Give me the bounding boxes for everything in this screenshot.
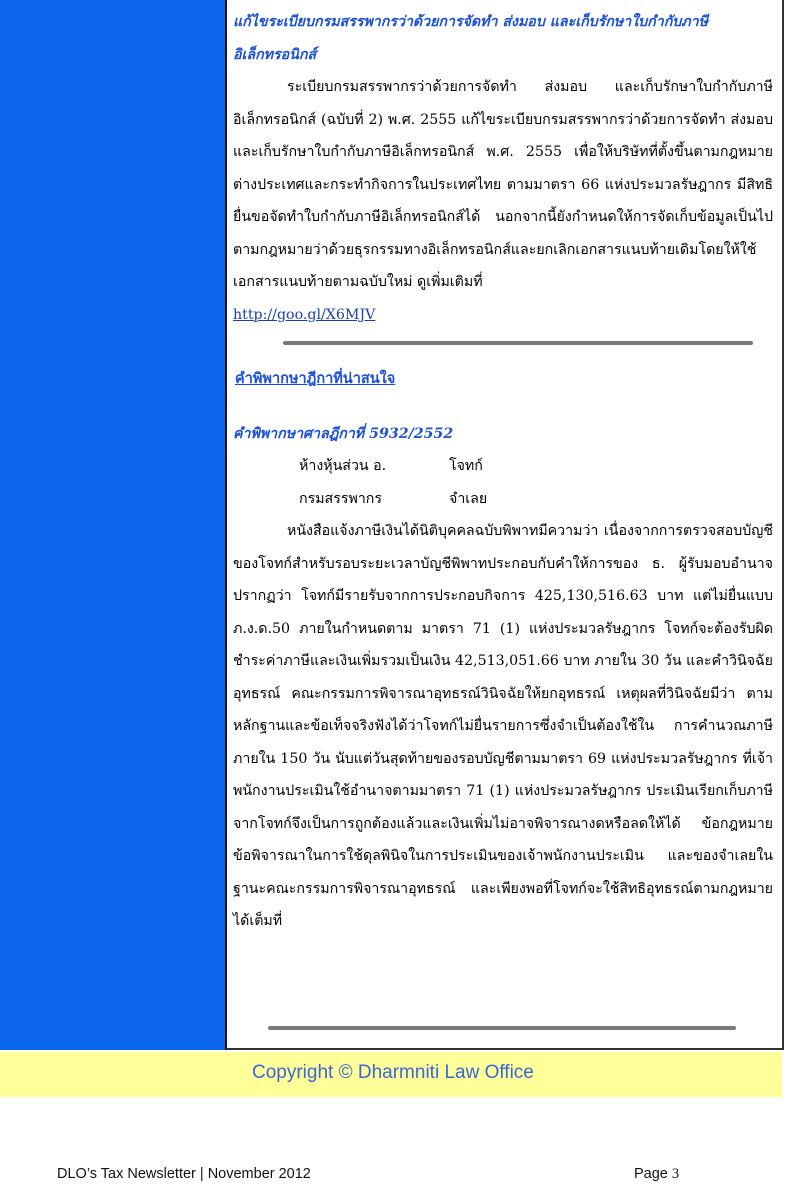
- party-row-plaintiff: [233, 450, 773, 483]
- footer-page: [634, 1166, 679, 1183]
- article-body: [233, 71, 773, 331]
- party-name: ห้างหุ้นส่วน อ.: [299, 458, 387, 474]
- page-label: Page: [634, 1166, 668, 1182]
- footer-newsletter-title: DLO’s Tax Newsletter | November 2012: [57, 1166, 311, 1182]
- party-role: จำเลย: [449, 490, 488, 507]
- section-title: คำพิพากษาฎีกาที่น่าสนใจ: [235, 370, 396, 387]
- article-body-text: ระเบียบกรมสรรพากรว่าด้วยการจัดทำ ส่งมอบ และเก็บรักษาใบกำกับภาษีอิเล็กทรอนิกส์ (ฉบับที่ 2) พ.ศ. 2555 แก้ไขระเบียบกรมสรรพากรว่าด้วยการจัดทำ ส่งมอบ และเก็บรักษาใบกำกับภาษีอิเล็กทรอนิกส์ พ.ศ. 2555 เพื่อให้บริษัทที่ตั้งขึ้นตามกฎหมายต่างประเทศและกระทำกิจการในประเทศไทย ตามมาตรา 66 แห่งประมวลรัษฎากร มีสิทธิยื่นขอจัดทำใบกำกับภาษีอิเล็กทรอนิกส์ได้ นอกจากนี้ยังกำหนดให้การจัดเก็บข้อมูลเป็นไปตามกฎหมายว่าด้วยธุรกรรมทางอิเล็กทรอนิกส์และยกเลิกเอกสารแนบท้ายเดิมโดยให้ใช้เอกสารแนบท้ายตามฉบับใหม่ ดูเพิ่มเติมที่: [233, 79, 773, 290]
- section-divider: [283, 341, 753, 345]
- copyright-text: Copyright © Dharmniti Law Office: [252, 1062, 534, 1083]
- article-heading: แก้ไขระเบียบกรมสรรพากรว่าด้วยการจัดทำ ส่งมอบ และเก็บรักษาใบกำกับภาษีอิเล็กทรอนิกส์: [233, 14, 708, 63]
- article-link[interactable]: http://goo.gl/X6MJV: [233, 306, 376, 323]
- page-number: 3: [671, 1166, 680, 1182]
- bottom-divider: [268, 1026, 736, 1030]
- case-body: หนังสือแจ้งภาษีเงินได้นิติบุคคลฉบับพิพาทมีความว่า เนื่องจากการตรวจสอบบัญชีของโจทก์สำหรับรอบระยะเวลาบัญชีพิพาทประกอบกับคำให้การของ ธ. ผู้รับมอบอำนาจปรากฏว่า โจทก์มีรายรับจากการประกอบกิจการ 425,130,516.63 บาท แต่ไม่ยื่นแบบ ภ.ง.ด.50 ภายในกำหนดตาม มาตรา 71 (1) แห่งประมวลรัษฎากร โจทก์จะต้องรับผิดชำระค่าภาษีและเงินเพิ่มรวมเป็นเงิน 42,513,051.66 บาท ภายใน 30 วัน และคำวินิจฉัยอุทธรณ์ คณะกรรมการพิจารณาอุทธรณ์วินิจฉัยให้ยกอุทธรณ์ เหตุผลที่วินิจฉัยมีว่า ตามหลักฐานและข้อเท็จจริงฟังได้ว่าโจทก์ไม่ยื่นรายการซึ่งจำเป็นต้องใช้ใน การคำนวณภาษีภายใน 150 วัน นับแต่วันสุดท้ายของรอบบัญชีตามมาตรา 69 แห่งประมวลรัษฎากร ที่เจ้าพนักงานประเมินใช้อำนาจตามมาตรา 71 (1) แห่งประมวลรัษฎากร ประเมินเรียกเก็บภาษีจากโจทก์จึงเป็นการถูกต้องแล้วและเงินเพิ่มไม่อาจพิจารณางดหรือลดให้ได้ ข้อกฎหมายข้อพิจารณาในการใช้ดุลพินิจในการประเมินของเจ้าพนักงานประเมิน และของจำเลยในฐานะคณะกรรมการพิจารณาอุทธรณ์ และเพียงพอที่โจทก์จะใช้สิทธิอุทธรณ์ตามกฎหมายได้เต็มที่: [233, 523, 773, 929]
- newsletter-content: [233, 0, 773, 938]
- party-role: โจทก์: [449, 458, 483, 474]
- party-name: กรมสรรพากร: [299, 490, 382, 507]
- case-title: คำพิพากษาศาลฎีกาที่ 5932/2552: [233, 425, 454, 442]
- party-row-defendant: [233, 483, 773, 516]
- left-sidebar-band: [0, 0, 227, 1050]
